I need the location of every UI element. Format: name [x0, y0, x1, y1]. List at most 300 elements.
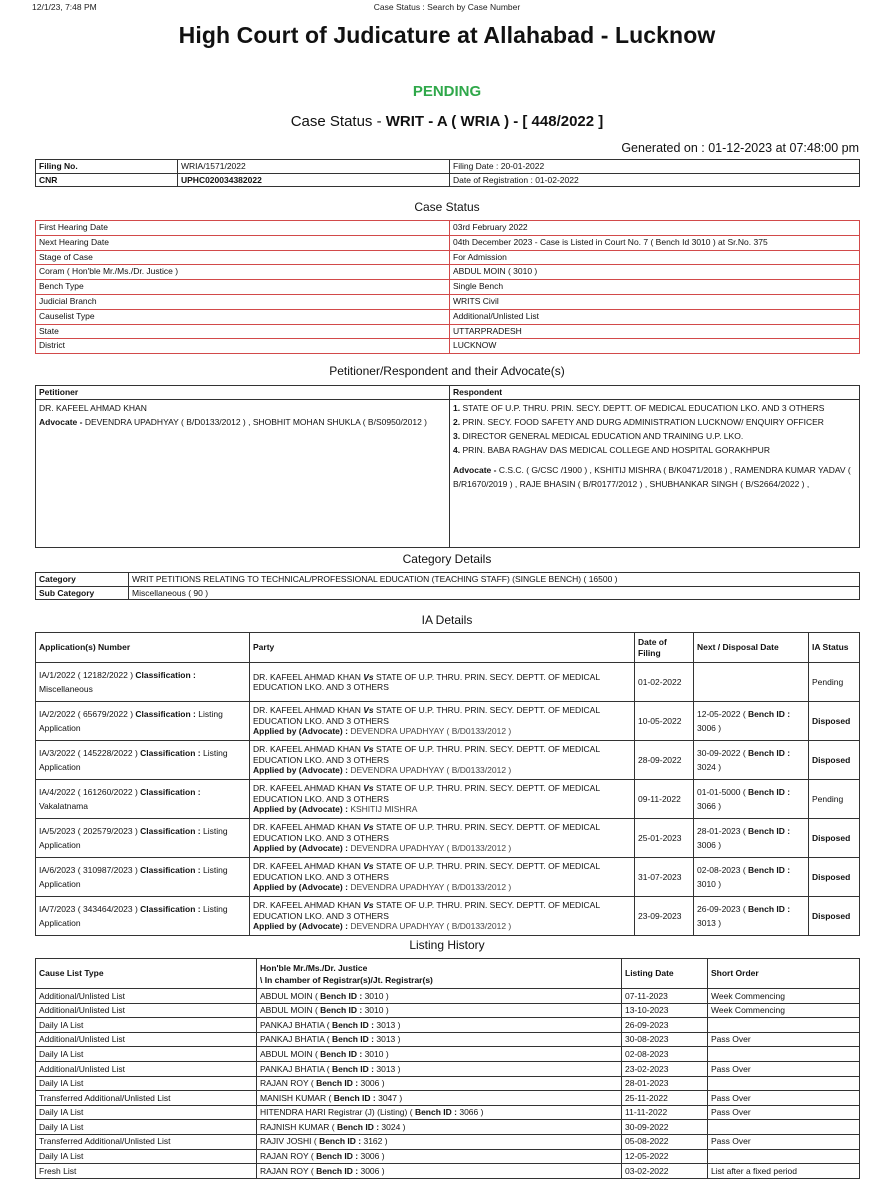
ia-classification-label: Classification :: [140, 865, 201, 875]
ia-party-names: [253, 705, 631, 726]
ia-classification: Vakalatnama: [39, 801, 88, 811]
listing-bench-label: Bench ID :: [319, 1136, 362, 1147]
listing-bench-id: 3013 ): [376, 1019, 401, 1030]
ia-party: [250, 780, 635, 819]
ia-status: [809, 702, 860, 741]
ia-next-disposal: [694, 702, 809, 741]
listing-short-order: [708, 1149, 860, 1164]
listing-judge: [257, 1105, 622, 1120]
listing-date: 13-10-2023: [622, 1003, 708, 1018]
ia-next-disposal: [694, 897, 809, 936]
listing-date: 12-05-2022: [622, 1149, 708, 1164]
listing-type: Daily IA List: [36, 1047, 257, 1062]
listing-bench-label: Bench ID :: [331, 1063, 374, 1074]
listing-bench-label: Bench ID :: [316, 1165, 359, 1176]
listing-col-justice: Hon'ble Mr./Ms./Dr. Justice \ In chamber of Registrar(s)/Jt. Registrar(s): [257, 959, 622, 989]
listing-short-order: Pass Over: [708, 1032, 860, 1047]
ia-respondent: STATE OF U.P. THRU. PRIN. SECY. DEPTT. OF MEDICAL EDUCATION LKO. AND 3 OTHERS: [253, 783, 600, 804]
listing-date: 07-11-2023: [622, 989, 708, 1004]
ia-party-names: [253, 744, 631, 765]
ia-status: [809, 780, 860, 819]
ia-app-number: IA/3/2022 ( 145228/2022 ): [39, 748, 138, 758]
ia-filing-date: 28-09-2022: [635, 741, 694, 780]
ia-application: [36, 858, 250, 897]
ia-classification-label: Classification :: [135, 670, 196, 680]
listing-short-order: Pass Over: [708, 1134, 860, 1149]
ia-applied-by: [253, 726, 631, 737]
listing-judge-name: ABDUL MOIN (: [260, 990, 318, 1001]
case-status-label: Next Hearing Date: [36, 235, 450, 250]
ia-classification: Listing Application: [39, 748, 228, 772]
listing-judge-name: RAJAN ROY (: [260, 1151, 314, 1162]
respondent-number: 2.: [453, 416, 461, 427]
listing-date: 26-09-2023: [622, 1018, 708, 1033]
ia-applied-by: [253, 765, 631, 776]
listing-row: [36, 1076, 860, 1091]
court-title: High Court of Judicature at Allahabad - Lucknow: [178, 22, 716, 48]
parties-section-title: Petitioner/Respondent and their Advocate(s): [329, 364, 565, 378]
listing-bench-id: 3013 ): [376, 1034, 401, 1045]
respondent-item: [453, 401, 856, 415]
print-header: [0, 2, 894, 14]
ia-applied-by-label: Applied by (Advocate) :: [253, 882, 348, 893]
case-status-row: [36, 221, 860, 236]
case-status-label: First Hearing Date: [36, 221, 450, 236]
ia-vs: Vs: [363, 705, 374, 716]
ia-col-next: Next / Disposal Date: [694, 633, 809, 663]
listing-bench-label: Bench ID :: [331, 1019, 374, 1030]
ia-status-text: Pending: [812, 676, 844, 687]
case-status-row: [36, 324, 860, 339]
case-status-row: [36, 339, 860, 354]
petitioner-cell: [36, 399, 450, 547]
ia-party-names: [253, 783, 631, 804]
listing-date: 05-08-2022: [622, 1134, 708, 1149]
ia-petitioner: DR. KAFEEL AHMAD KHAN: [253, 705, 361, 716]
ia-filing-date: 01-02-2022: [635, 663, 694, 702]
listing-row: [36, 1032, 860, 1047]
case-number: WRIT - A ( WRIA ) - [ 448/2022 ]: [385, 113, 604, 130]
category-label: Category: [36, 573, 129, 587]
case-status-table: [35, 220, 860, 354]
listing-date: 25-11-2022: [622, 1091, 708, 1106]
case-status-label: Stage of Case: [36, 250, 450, 265]
ia-applied-by-advocate: DEVENDRA UPADHYAY ( B/D0133/2012 ): [350, 765, 512, 776]
case-status-value: WRITS Civil: [450, 294, 860, 309]
ia-applied-by-advocate: KSHITIJ MISHRA: [350, 804, 418, 815]
ia-applied-by-advocate: DEVENDRA UPADHYAY ( B/D0133/2012 ): [350, 843, 512, 854]
listing-row: [36, 989, 860, 1004]
ia-table: [35, 632, 860, 936]
listing-judge-name: RAJNISH KUMAR (: [260, 1121, 335, 1132]
ia-next-date: 26-09-2023 (: [697, 904, 746, 914]
ia-row: [36, 663, 860, 702]
category-table: [35, 572, 860, 600]
ia-status-text: Disposed: [812, 832, 851, 843]
category-value: WRIT PETITIONS RELATING TO TECHNICAL/PROFESSIONAL EDUCATION (TEACHING STAFF) (SINGLE BENCH) ( 16500 ): [129, 573, 860, 587]
listing-short-order: [708, 1076, 860, 1091]
ia-respondent: STATE OF U.P. THRU. PRIN. SECY. DEPTT. OF MEDICAL EDUCATION LKO. AND 3 OTHERS: [253, 744, 600, 765]
listing-bench-id: 3010 ): [364, 1048, 389, 1059]
filing-table: [35, 159, 860, 187]
case-status-value: Single Bench: [450, 280, 860, 295]
listing-section-title: Listing History: [409, 938, 485, 952]
ia-classification: Listing Application: [39, 709, 223, 733]
respondent-list: [453, 401, 856, 457]
ia-filing-date: 09-11-2022: [635, 780, 694, 819]
ia-application: [36, 741, 250, 780]
ia-next-date: 12-05-2022 (: [697, 709, 746, 719]
parties-table: [35, 385, 860, 548]
ia-party: [250, 741, 635, 780]
ia-applied-by-label: Applied by (Advocate) :: [253, 804, 348, 815]
listing-row: [36, 1149, 860, 1164]
respondent-header: Respondent: [450, 386, 860, 400]
ia-vs: Vs: [363, 900, 374, 911]
ia-next-date: 30-09-2022 (: [697, 748, 746, 758]
listing-bench-label: Bench ID :: [337, 1121, 380, 1132]
listing-bench-id: 3066 ): [459, 1107, 484, 1118]
listing-bench-id: 3006 ): [360, 1165, 385, 1176]
respondent-name: STATE OF U.P. THRU. PRIN. SECY. DEPTT. OF MEDICAL EDUCATION LKO. AND 3 OTHERS: [462, 402, 825, 413]
petitioner-name: DR. KAFEEL AHMAD KHAN: [39, 402, 147, 413]
listing-bench-label: Bench ID :: [333, 1092, 376, 1103]
listing-date: 11-11-2022: [622, 1105, 708, 1120]
listing-type: Daily IA List: [36, 1076, 257, 1091]
ia-applied-by: [253, 882, 631, 893]
ia-application: [36, 897, 250, 936]
ia-application: [36, 663, 250, 702]
ia-party: [250, 858, 635, 897]
listing-judge: [257, 1120, 622, 1135]
listing-short-order: List after a fixed period: [708, 1164, 860, 1179]
respondent-advocate: C.S.C. ( G/CSC /1900 ) , KSHITIJ MISHRA ( B/K0471/2018 ) , RAMENDRA KUMAR YADAV ( B/R1670/2019 ) , RAJE BHASIN ( B/R0177/2012 ) , SHUBHANKAR SINGH ( B/S2664/2022 ) ,: [453, 464, 851, 489]
listing-judge-name: RAJIV JOSHI (: [260, 1136, 317, 1147]
listing-date: 23-02-2023: [622, 1061, 708, 1076]
respondent-advocates: [453, 463, 856, 491]
listing-short-order: Pass Over: [708, 1091, 860, 1106]
ia-status-text: Pending: [812, 793, 844, 804]
ia-filing-date: 25-01-2023: [635, 819, 694, 858]
ia-status-text: Disposed: [812, 871, 851, 882]
respondent-name: PRIN. BABA RAGHAV DAS MEDICAL COLLEGE AND HOSPITAL GORAKHPUR: [462, 444, 770, 455]
case-status-row: [36, 235, 860, 250]
case-status-row: [36, 294, 860, 309]
listing-judge-name: MANISH KUMAR (: [260, 1092, 332, 1103]
case-status-row: [36, 250, 860, 265]
listing-bench-label: Bench ID :: [316, 1151, 359, 1162]
ia-row: [36, 819, 860, 858]
ia-party: [250, 819, 635, 858]
case-status-value: UTTARPRADESH: [450, 324, 860, 339]
listing-table: [35, 958, 860, 1179]
listing-row: [36, 1091, 860, 1106]
ia-respondent: STATE OF U.P. THRU. PRIN. SECY. DEPTT. OF MEDICAL EDUCATION LKO. AND 3 OTHERS: [253, 705, 600, 726]
ia-classification-label: Classification :: [140, 748, 201, 758]
ia-status: [809, 897, 860, 936]
listing-short-order: [708, 1018, 860, 1033]
ia-party: [250, 702, 635, 741]
listing-short-order: Week Commencing: [708, 989, 860, 1004]
ia-application: [36, 780, 250, 819]
sub-category-label: Sub Category: [36, 586, 129, 600]
ia-classification: Miscellaneous: [39, 684, 93, 694]
listing-bench-id: 3024 ): [381, 1121, 406, 1132]
case-status-label: State: [36, 324, 450, 339]
listing-type: Additional/Unlisted List: [36, 1003, 257, 1018]
listing-bench-label: Bench ID :: [320, 990, 363, 1001]
listing-row: [36, 1047, 860, 1062]
case-status-label: Coram ( Hon'ble Mr./Ms./Dr. Justice ): [36, 265, 450, 280]
ia-classification: Listing Application: [39, 865, 228, 889]
case-status-prefix: Case Status -: [290, 113, 386, 130]
ia-classification-label: Classification :: [140, 787, 201, 797]
ia-app-number: IA/1/2022 ( 12182/2022 ): [39, 670, 134, 680]
respondent-item: [453, 429, 856, 443]
ia-bench-label: Bench ID :: [748, 904, 791, 914]
ia-application: [36, 819, 250, 858]
ia-petitioner: DR. KAFEEL AHMAD KHAN: [253, 900, 361, 911]
ia-bench-label: Bench ID :: [748, 865, 791, 875]
ia-petitioner: DR. KAFEEL AHMAD KHAN: [253, 671, 361, 682]
respondent-item: [453, 415, 856, 429]
listing-short-order: Pass Over: [708, 1105, 860, 1120]
ia-next-disposal: [694, 858, 809, 897]
listing-judge: [257, 1149, 622, 1164]
ia-vs: Vs: [363, 744, 374, 755]
ia-petitioner: DR. KAFEEL AHMAD KHAN: [253, 744, 361, 755]
ia-applied-by: [253, 804, 631, 815]
ia-next-disposal: [694, 741, 809, 780]
listing-date: 30-08-2023: [622, 1032, 708, 1047]
ia-vs: Vs: [363, 822, 374, 833]
listing-judge: [257, 1003, 622, 1018]
listing-row: [36, 1134, 860, 1149]
ia-app-number: IA/5/2023 ( 202579/2023 ): [39, 826, 138, 836]
filing-no-label: Filing No.: [36, 160, 178, 174]
generated-on: Generated on : 01-12-2023 at 07:48:00 pm: [621, 141, 859, 155]
listing-judge-name: PANKAJ BHATIA (: [260, 1063, 330, 1074]
respondent-item: [453, 443, 856, 457]
listing-judge: [257, 1018, 622, 1033]
ia-row: [36, 780, 860, 819]
ia-respondent: STATE OF U.P. THRU. PRIN. SECY. DEPTT. OF MEDICAL EDUCATION LKO. AND 3 OTHERS: [253, 900, 600, 921]
respondent-name: PRIN. SECY. FOOD SAFETY AND DURG ADMINISTRATION LUCKNOW/ ENQUIRY OFFICER: [462, 416, 824, 427]
listing-short-order: [708, 1120, 860, 1135]
listing-judge-name: RAJAN ROY (: [260, 1078, 314, 1089]
sub-category-row: [36, 586, 860, 600]
listing-date: 03-02-2022: [622, 1164, 708, 1179]
listing-type: Additional/Unlisted List: [36, 989, 257, 1004]
ia-next-date: 28-01-2023 (: [697, 826, 746, 836]
ia-next-disposal: [694, 819, 809, 858]
ia-next-date: 02-08-2023 (: [697, 865, 746, 875]
ia-party-names: [253, 900, 631, 921]
ia-bench-id: 3024 ): [697, 762, 722, 772]
ia-party-names: [253, 861, 631, 882]
listing-judge-name: HITENDRA HARI Registrar (J) (Listing) (: [260, 1107, 413, 1118]
filing-date: Filing Date : 20-01-2022: [450, 160, 860, 174]
ia-bench-label: Bench ID :: [748, 826, 791, 836]
cnr-row: [36, 173, 860, 187]
case-status-value: 03rd February 2022: [450, 221, 860, 236]
ia-bench-id: 3066 ): [697, 801, 722, 811]
listing-judge: [257, 989, 622, 1004]
ia-app-number: IA/4/2022 ( 161260/2022 ): [39, 787, 138, 797]
petitioner-header: Petitioner: [36, 386, 450, 400]
ia-classification-label: Classification :: [140, 904, 201, 914]
ia-row: [36, 858, 860, 897]
ia-row: [36, 741, 860, 780]
ia-app-number: IA/6/2023 ( 310987/2023 ): [39, 865, 138, 875]
listing-row: [36, 1061, 860, 1076]
ia-party: [250, 897, 635, 936]
listing-bench-label: Bench ID :: [320, 1048, 363, 1059]
ia-classification: Listing Application: [39, 904, 228, 928]
case-status-badge: PENDING: [412, 83, 482, 100]
ia-bench-label: Bench ID :: [748, 748, 791, 758]
ia-bench-id: 3006 ): [697, 723, 722, 733]
listing-bench-id: 3047 ): [378, 1092, 403, 1103]
case-status-value: For Admission: [450, 250, 860, 265]
ia-filing-date: 31-07-2023: [635, 858, 694, 897]
listing-judge: [257, 1061, 622, 1076]
ia-next-date: 01-01-5000 (: [697, 787, 746, 797]
registration-date: Date of Registration : 01-02-2022: [450, 173, 860, 187]
case-status-row: [36, 309, 860, 324]
listing-bench-id: 3006 ): [360, 1078, 385, 1089]
ia-filing-date: 23-09-2023: [635, 897, 694, 936]
listing-row: [36, 1003, 860, 1018]
listing-short-order: [708, 1047, 860, 1062]
listing-type: Additional/Unlisted List: [36, 1061, 257, 1076]
case-status-label: Judicial Branch: [36, 294, 450, 309]
listing-bench-label: Bench ID :: [320, 1005, 363, 1016]
ia-next-disposal: [694, 663, 809, 702]
ia-status: [809, 858, 860, 897]
listing-header-row: [36, 959, 860, 989]
respondent-number: 3.: [453, 430, 461, 441]
listing-judge: [257, 1134, 622, 1149]
cnr-value: UPHC020034382022: [178, 173, 450, 187]
respondent-advocate-label: Advocate -: [453, 464, 499, 475]
listing-type: Daily IA List: [36, 1105, 257, 1120]
case-number-heading: [0, 113, 894, 130]
ia-col-filing: Date of Filing: [635, 633, 694, 663]
ia-applied-by-advocate: DEVENDRA UPADHYAY ( B/D0133/2012 ): [350, 726, 512, 737]
filing-no-value: WRIA/1571/2022: [178, 160, 450, 174]
ia-status-text: Disposed: [812, 910, 851, 921]
ia-vs: Vs: [363, 861, 374, 872]
ia-applied-by-label: Applied by (Advocate) :: [253, 921, 348, 932]
ia-bench-id: 3010 ): [697, 879, 722, 889]
ia-party-names: [253, 822, 631, 843]
ia-applied-by: [253, 843, 631, 854]
ia-section-title: IA Details: [421, 613, 473, 627]
case-status-label: Causelist Type: [36, 309, 450, 324]
ia-classification-label: Classification :: [135, 709, 196, 719]
ia-petitioner: DR. KAFEEL AHMAD KHAN: [253, 822, 361, 833]
ia-respondent: STATE OF U.P. THRU. PRIN. SECY. DEPTT. OF MEDICAL EDUCATION LKO. AND 3 OTHERS: [253, 861, 600, 882]
case-status-row: [36, 280, 860, 295]
ia-applied-by-label: Applied by (Advocate) :: [253, 843, 348, 854]
listing-type: Additional/Unlisted List: [36, 1032, 257, 1047]
ia-col-party: Party: [250, 633, 635, 663]
ia-party: [250, 663, 635, 702]
ia-application: [36, 702, 250, 741]
ia-bench-id: 3013 ): [697, 918, 722, 928]
ia-classification: Listing Application: [39, 826, 228, 850]
cnr-label: CNR: [36, 173, 178, 187]
listing-date: 28-01-2023: [622, 1076, 708, 1091]
respondent-name: DIRECTOR GENERAL MEDICAL EDUCATION AND TRAINING U.P. LKO.: [462, 430, 744, 441]
listing-short-order: Week Commencing: [708, 1003, 860, 1018]
ia-party-names: [253, 672, 631, 693]
listing-date: 30-09-2022: [622, 1120, 708, 1135]
case-status-label: Bench Type: [36, 280, 450, 295]
ia-respondent: STATE OF U.P. THRU. PRIN. SECY. DEPTT. OF MEDICAL EDUCATION LKO. AND 3 OTHERS: [253, 822, 600, 843]
respondent-number: 1.: [453, 402, 461, 413]
ia-filing-date: 10-05-2022: [635, 702, 694, 741]
ia-status-text: Disposed: [812, 754, 851, 765]
listing-bench-label: Bench ID :: [331, 1034, 374, 1045]
ia-petitioner: DR. KAFEEL AHMAD KHAN: [253, 861, 361, 872]
filing-row: [36, 160, 860, 174]
ia-header-row: [36, 633, 860, 663]
ia-applied-by: [253, 921, 631, 932]
listing-type: Fresh List: [36, 1164, 257, 1179]
respondent-number: 4.: [453, 444, 461, 455]
listing-bench-id: 3013 ): [376, 1063, 401, 1074]
listing-bench-label: Bench ID :: [414, 1107, 457, 1118]
print-page-title: Case Status : Search by Case Number: [373, 2, 521, 12]
listing-type: Daily IA List: [36, 1018, 257, 1033]
ia-app-number: IA/7/2023 ( 343464/2023 ): [39, 904, 138, 914]
listing-row: [36, 1120, 860, 1135]
listing-short-order: Pass Over: [708, 1061, 860, 1076]
listing-col-date: Listing Date: [622, 959, 708, 989]
listing-bench-id: 3162 ): [363, 1136, 388, 1147]
case-status-value: Additional/Unlisted List: [450, 309, 860, 324]
ia-col-app: Application(s) Number: [36, 633, 250, 663]
respondent-cell: [450, 399, 860, 547]
case-status-value: 04th December 2023 - Case is Listed in Court No. 7 ( Bench Id 3010 ) at Sr.No. 375: [450, 235, 860, 250]
listing-bench-label: Bench ID :: [316, 1078, 359, 1089]
listing-row: [36, 1164, 860, 1179]
listing-col-type: Cause List Type: [36, 959, 257, 989]
listing-judge-name: PANKAJ BHATIA (: [260, 1019, 330, 1030]
petitioner-advocate: DEVENDRA UPADHYAY ( B/D0133/2012 ) , SHOBHIT MOHAN SHUKLA ( B/S0950/2012 ): [84, 416, 428, 427]
listing-judge-name: ABDUL MOIN (: [260, 1005, 318, 1016]
ia-classification-label: Classification :: [140, 826, 201, 836]
category-row: [36, 573, 860, 587]
ia-bench-label: Bench ID :: [748, 709, 791, 719]
listing-type: Transferred Additional/Unlisted List: [36, 1134, 257, 1149]
ia-next-disposal: [694, 780, 809, 819]
case-status-value: LUCKNOW: [450, 339, 860, 354]
ia-respondent: STATE OF U.P. THRU. PRIN. SECY. DEPTT. OF MEDICAL EDUCATION LKO. AND 3 OTHERS: [253, 671, 600, 692]
ia-col-status: IA Status: [809, 633, 860, 663]
listing-type: Daily IA List: [36, 1120, 257, 1135]
sub-category-value: Miscellaneous ( 90 ): [129, 586, 860, 600]
listing-judge-name: PANKAJ BHATIA (: [260, 1034, 330, 1045]
print-timestamp: 12/1/23, 7:48 PM: [32, 2, 97, 12]
parties-body-row: [36, 399, 860, 547]
listing-date: 02-08-2023: [622, 1047, 708, 1062]
listing-judge: [257, 1032, 622, 1047]
case-status-label: District: [36, 339, 450, 354]
listing-bench-id: 3006 ): [360, 1151, 385, 1162]
